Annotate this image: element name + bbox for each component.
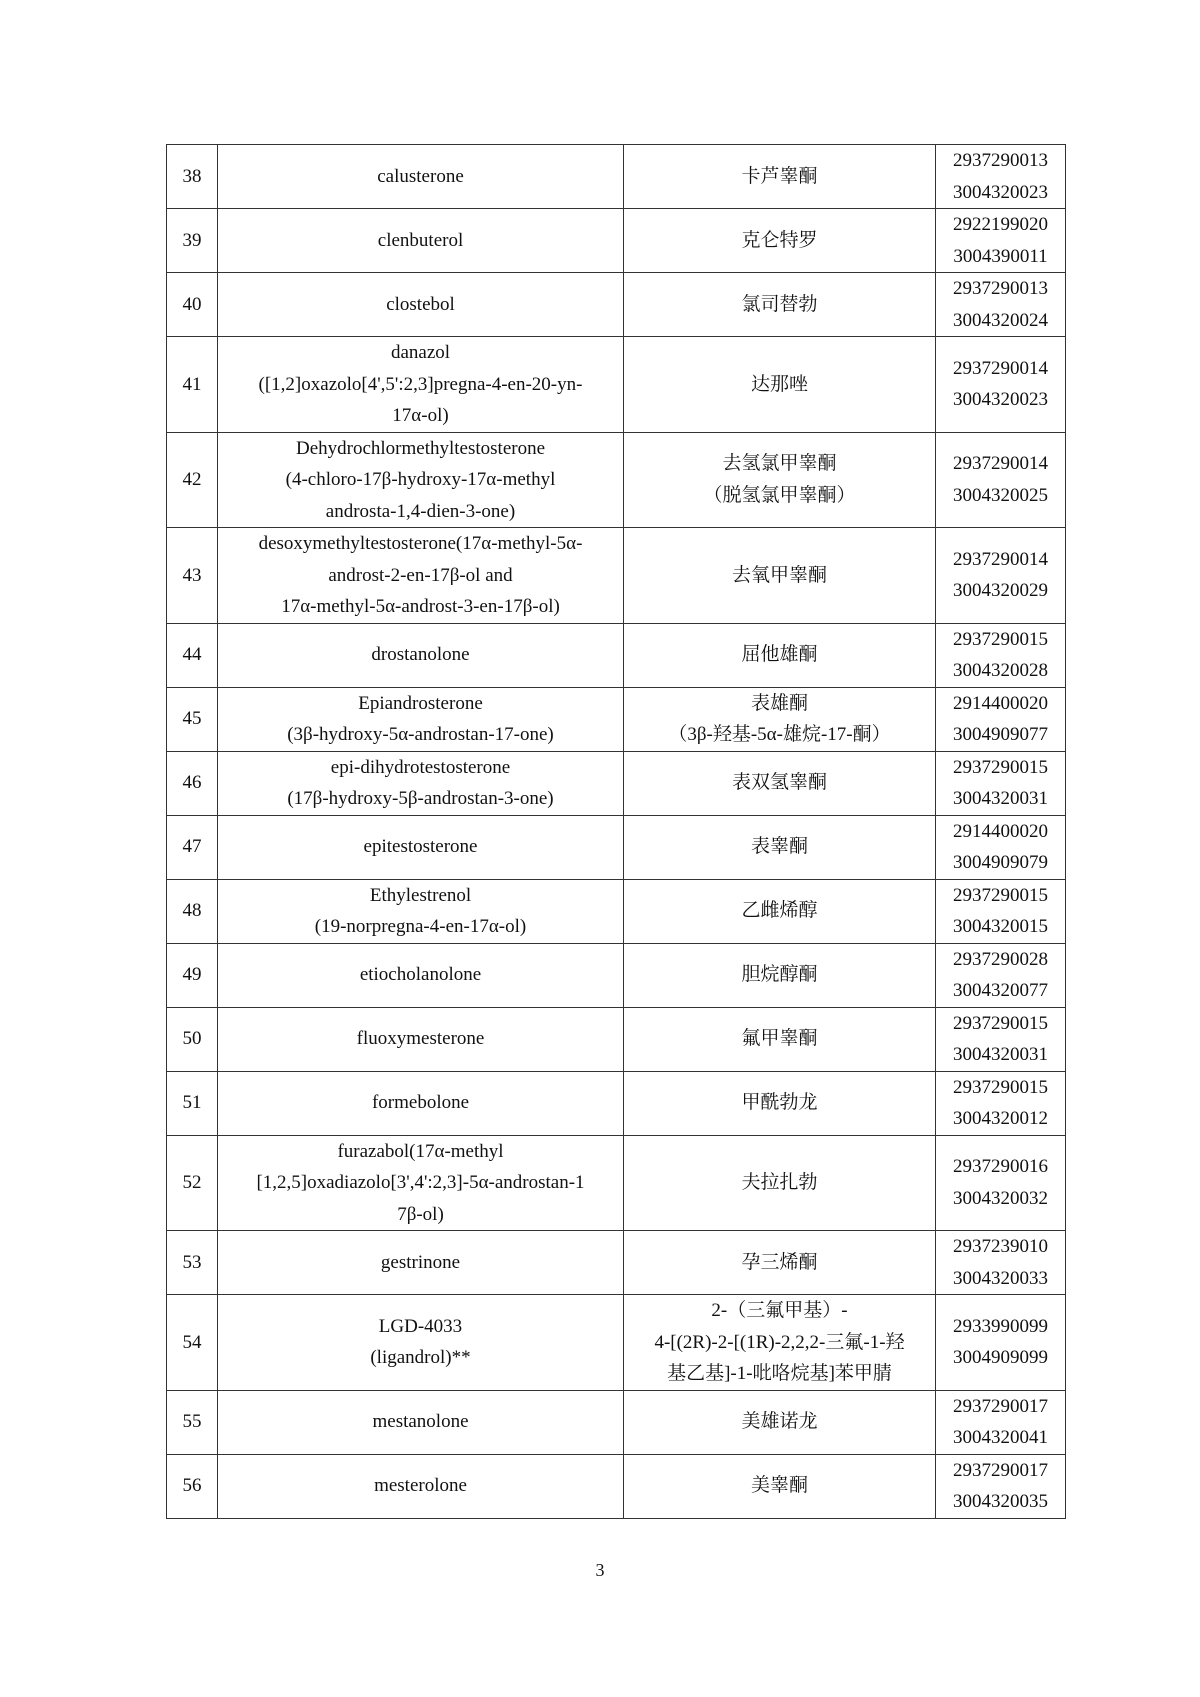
english-name — [218, 145, 624, 209]
commodity-codes-line: 3004320023 — [953, 389, 1048, 411]
commodity-codes-line: 3004320029 — [953, 580, 1048, 602]
english-name — [218, 1295, 624, 1391]
commodity-codes-line: 2937239010 — [953, 1236, 1048, 1257]
commodity-codes — [936, 1390, 1066, 1454]
commodity-codes-line: 2914400020 — [953, 820, 1048, 842]
chinese-name-line: 表双氢睾酮 — [731, 772, 827, 794]
table-row — [167, 145, 1066, 209]
commodity-codes — [936, 145, 1066, 209]
commodity-codes — [936, 943, 1066, 1007]
chinese-name-line: 屈他雄酮 — [741, 644, 818, 666]
chinese-name-line: 孕三烯酮 — [741, 1251, 818, 1273]
english-name-line: (3β-hydroxy-5α-androstan-17-one) — [287, 724, 554, 745]
english-name-line: (17β-hydroxy-5β-androstan-3-one) — [287, 788, 554, 809]
commodity-codes-line: 3004320033 — [953, 1267, 1048, 1289]
chinese-name — [624, 815, 936, 879]
table-row — [167, 273, 1066, 337]
chinese-name-line: 表睾酮 — [750, 836, 808, 858]
english-name-line: epi-dihydrotestosterone — [330, 756, 511, 778]
chinese-name-line: 美睾酮 — [750, 1475, 808, 1497]
commodity-codes-line: 3004320032 — [953, 1187, 1048, 1209]
commodity-codes — [936, 209, 1066, 273]
commodity-codes-line: 2937290015 — [953, 1012, 1048, 1034]
commodity-codes-line: 3004909079 — [953, 852, 1048, 873]
english-name-line: 17α-methyl-5α-androst-3-en-17β-ol) — [281, 596, 560, 617]
commodity-codes-line: 2937290016 — [953, 1156, 1048, 1178]
commodity-codes-line: 2922199020 — [953, 214, 1048, 235]
english-name-line: ([1,2]oxazolo[4',5':2,3]pregna-4-en-20-yn- — [258, 373, 583, 395]
commodity-codes — [936, 528, 1066, 624]
commodity-codes — [936, 1071, 1066, 1135]
chinese-name-line: 基乙基]-1-吡咯烷基]苯甲腈 — [667, 1363, 892, 1384]
row-number: 45 — [167, 687, 218, 751]
table-body — [167, 145, 1066, 1519]
chinese-name-line: 胆烷醇酮 — [741, 964, 818, 986]
chinese-name — [624, 528, 936, 624]
english-name-line: danazol — [390, 342, 451, 363]
row-number: 44 — [167, 623, 218, 687]
chinese-name — [624, 145, 936, 209]
english-name — [218, 1135, 624, 1231]
english-name-line: Epiandrosterone — [358, 692, 483, 714]
table-row — [167, 1231, 1066, 1295]
chinese-name — [624, 687, 936, 751]
row-number: 38 — [167, 145, 218, 209]
row-number: 48 — [167, 879, 218, 943]
row-number: 42 — [167, 432, 218, 528]
row-number: 40 — [167, 273, 218, 337]
english-name — [218, 1231, 624, 1295]
commodity-codes-line: 3004909099 — [953, 1347, 1048, 1369]
chinese-name — [624, 943, 936, 1007]
english-name — [218, 1071, 624, 1135]
chinese-name — [624, 1135, 936, 1231]
table-row — [167, 432, 1066, 528]
commodity-codes — [936, 687, 1066, 751]
chinese-name-line: 卡芦睾酮 — [741, 165, 818, 187]
commodity-codes — [936, 1231, 1066, 1295]
english-name-line: Dehydrochlormethyltestosterone — [295, 437, 546, 459]
english-name — [218, 1007, 624, 1071]
chinese-name — [624, 751, 936, 815]
commodity-codes-line: 3004390011 — [953, 245, 1048, 267]
commodity-codes-line: 2937290028 — [953, 948, 1048, 970]
english-name — [218, 751, 624, 815]
chinese-name — [624, 1390, 936, 1454]
table-row — [167, 687, 1066, 751]
row-number: 39 — [167, 209, 218, 273]
table-row — [167, 751, 1066, 815]
english-name-line: Ethylestrenol — [369, 884, 472, 906]
commodity-codes-line: 2937290014 — [953, 357, 1048, 379]
table-row — [167, 1390, 1066, 1454]
chinese-name-line: 去氧甲睾酮 — [731, 564, 827, 586]
table-row — [167, 209, 1066, 273]
english-name — [218, 879, 624, 943]
row-number: 41 — [167, 337, 218, 433]
english-name-line: desoxymethyltestosterone(17α-methyl-5α- — [258, 533, 583, 554]
english-name-line: LGD-4033 — [378, 1315, 463, 1337]
english-name-line: epitestosterone — [363, 836, 478, 858]
commodity-codes-line: 3004320015 — [953, 916, 1048, 937]
english-name — [218, 273, 624, 337]
commodity-codes-line: 3004320023 — [953, 181, 1048, 203]
row-number: 43 — [167, 528, 218, 624]
commodity-codes-line: 2937290015 — [953, 628, 1048, 650]
table-row — [167, 815, 1066, 879]
row-number: 56 — [167, 1454, 218, 1518]
english-name — [218, 687, 624, 751]
commodity-codes-line: 3004320041 — [953, 1427, 1048, 1448]
chinese-name-line: 去氢氯甲睾酮 — [722, 453, 837, 475]
table-row — [167, 1071, 1066, 1135]
chinese-name-line: 乙雌烯醇 — [741, 900, 818, 922]
commodity-codes — [936, 1295, 1066, 1391]
chinese-name — [624, 1295, 936, 1391]
chinese-name-line: 氟甲睾酮 — [741, 1028, 818, 1050]
chinese-name-line: 甲酰勃龙 — [741, 1092, 818, 1114]
commodity-codes — [936, 273, 1066, 337]
chinese-name-line: 2-（三氟甲基）- — [711, 1300, 848, 1321]
commodity-codes — [936, 815, 1066, 879]
commodity-codes-line: 2937290015 — [953, 1076, 1048, 1098]
chinese-name — [624, 432, 936, 528]
commodity-codes-line: 3004320031 — [953, 1044, 1048, 1065]
english-name — [218, 432, 624, 528]
english-name-line: [1,2,5]oxadiazolo[3',4':2,3]-5α-androstan-1 — [256, 1172, 585, 1193]
chinese-name — [624, 1231, 936, 1295]
table-row — [167, 943, 1066, 1007]
chinese-name-line: 氯司替勃 — [741, 293, 818, 315]
commodity-codes-line: 2937290013 — [953, 150, 1048, 171]
chinese-name-line: 美雄诺龙 — [741, 1411, 818, 1433]
commodity-codes-line: 2914400020 — [953, 692, 1048, 714]
english-name-line: androsta-1,4-dien-3-one) — [325, 500, 516, 522]
chinese-name-line: 达那唑 — [750, 373, 808, 395]
row-number: 47 — [167, 815, 218, 879]
english-name-line: (4-chloro-17β-hydroxy-17α-methyl — [285, 469, 556, 490]
commodity-codes-line: 3004320028 — [953, 660, 1048, 681]
row-number: 54 — [167, 1295, 218, 1391]
english-name-line: 17α-ol) — [392, 405, 449, 426]
commodity-codes-line: 2937290015 — [953, 884, 1048, 906]
row-number: 53 — [167, 1231, 218, 1295]
english-name-line: (ligandrol)** — [370, 1347, 471, 1369]
commodity-codes — [936, 623, 1066, 687]
chinese-name — [624, 1071, 936, 1135]
chinese-name — [624, 273, 936, 337]
commodity-codes-line: 2937290013 — [953, 278, 1048, 299]
chinese-name — [624, 209, 936, 273]
english-name-line: furazabol(17α-methyl — [337, 1140, 504, 1162]
row-number: 52 — [167, 1135, 218, 1231]
commodity-codes-line: 2937290017 — [953, 1459, 1048, 1481]
commodity-codes-line: 3004320031 — [953, 788, 1048, 809]
commodity-codes-line: 3004320025 — [953, 484, 1048, 506]
chinese-name-line: 表雄酮 — [750, 692, 808, 714]
commodity-codes-line: 3004909077 — [953, 724, 1048, 745]
english-name — [218, 815, 624, 879]
commodity-codes-line: 3004320077 — [953, 980, 1048, 1001]
english-name-line: formebolone — [371, 1092, 470, 1114]
commodity-codes-line: 3004320035 — [953, 1491, 1048, 1512]
english-name-line: mestanolone — [372, 1411, 469, 1433]
row-number: 51 — [167, 1071, 218, 1135]
row-number: 46 — [167, 751, 218, 815]
table-row — [167, 1007, 1066, 1071]
english-name-line: mesterolone — [374, 1475, 467, 1497]
table-row — [167, 528, 1066, 624]
english-name — [218, 337, 624, 433]
chinese-name-line: （3β-羟基-5α-雄烷-17-酮） — [668, 724, 891, 745]
commodity-codes-line: 2933990099 — [953, 1315, 1048, 1337]
commodity-codes-line: 3004320024 — [953, 309, 1048, 331]
english-name-line: calusterone — [377, 165, 464, 187]
commodity-codes — [936, 1454, 1066, 1518]
english-name-line: fluoxymesterone — [356, 1028, 485, 1050]
english-name — [218, 528, 624, 624]
commodity-codes-line: 2937290014 — [953, 453, 1048, 475]
english-name-line: androst-2-en-17β-ol and — [328, 564, 513, 586]
english-name-line: (19-norpregna-4-en-17α-ol) — [314, 916, 527, 937]
commodity-codes-line: 3004320012 — [953, 1108, 1048, 1129]
english-name — [218, 209, 624, 273]
english-name-line: clenbuterol — [377, 229, 464, 251]
english-name — [218, 1454, 624, 1518]
chinese-name-line: 夫拉扎勃 — [741, 1172, 818, 1193]
chinese-name — [624, 1007, 936, 1071]
table-row — [167, 623, 1066, 687]
english-name-line: gestrinone — [380, 1251, 461, 1273]
english-name — [218, 943, 624, 1007]
table-row — [167, 337, 1066, 433]
row-number: 49 — [167, 943, 218, 1007]
english-name-line: drostanolone — [371, 644, 470, 666]
english-name-line: 7β-ol) — [397, 1203, 444, 1225]
commodity-codes-line: 2937290015 — [953, 756, 1048, 778]
chinese-name-line: 克仑特罗 — [741, 229, 818, 251]
row-number: 55 — [167, 1390, 218, 1454]
english-name — [218, 1390, 624, 1454]
english-name-line: etiocholanolone — [359, 964, 482, 986]
chinese-name-line: 4-[(2R)-2-[(1R)-2,2,2-三氟-1-羟 — [654, 1331, 905, 1353]
table-row — [167, 1135, 1066, 1231]
commodity-codes — [936, 751, 1066, 815]
table-row — [167, 1295, 1066, 1391]
chinese-name — [624, 879, 936, 943]
commodity-codes — [936, 337, 1066, 433]
table-row — [167, 879, 1066, 943]
commodity-codes — [936, 1135, 1066, 1231]
page-number: 3 — [595, 1560, 605, 1580]
row-number: 50 — [167, 1007, 218, 1071]
chinese-name — [624, 1454, 936, 1518]
commodity-codes-line: 2937290017 — [953, 1395, 1048, 1417]
table-row — [167, 1454, 1066, 1518]
english-name — [218, 623, 624, 687]
chinese-name-line: （脱氢氯甲睾酮） — [703, 484, 856, 506]
substance-table — [166, 144, 1066, 1519]
commodity-codes-line: 2937290014 — [953, 548, 1048, 570]
commodity-codes — [936, 432, 1066, 528]
english-name-line: clostebol — [386, 293, 455, 315]
chinese-name — [624, 623, 936, 687]
commodity-codes — [936, 879, 1066, 943]
commodity-codes — [936, 1007, 1066, 1071]
chinese-name — [624, 337, 936, 433]
